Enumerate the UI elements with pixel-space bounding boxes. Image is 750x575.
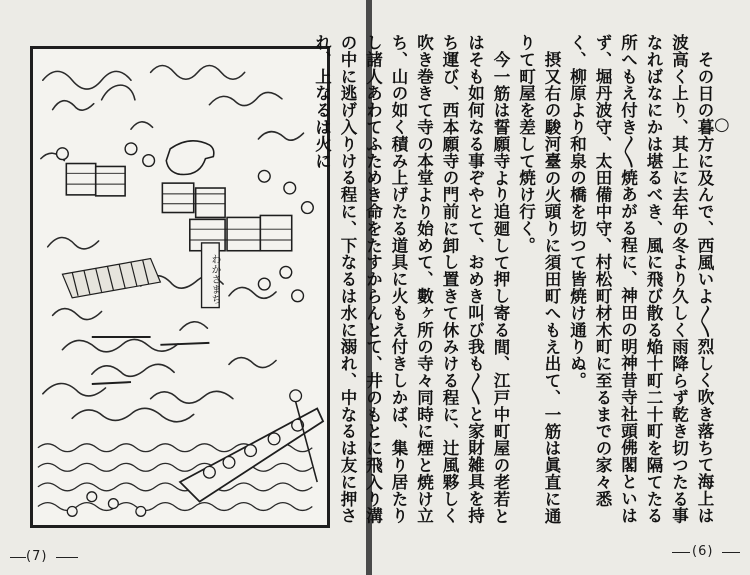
section-mark: ○ — [714, 114, 730, 135]
page-number-right: (6) — [692, 544, 714, 559]
folio-rule — [10, 557, 26, 558]
paragraph: 今一筋は誓願寺より追廻して押し寄る間、江戸中町屋の老若とはそも如何なる事ぞやとて、おめき叫び我も〳〵と家財雑具を持ち運び、西本願寺の門前に卸し置きて休みける程に、辻風夥しく吹き巻きて寺の本堂より始めて、數ヶ所の寺々同時に煙と焼け立ち、山の如く積み上げたる道具に火もえ付きしかば、集り居たりし諸人あわてふためき命をたすからんとて、井のもとに飛入り溝の中に逃げ入りける程に、下なるは水に溺れ、中なるは友に押され、上なるは火に — [312, 34, 510, 525]
illustration-cartouche: わかさまち — [209, 254, 220, 304]
paragraph: 摂又右の駿河臺の火頭りに須田町へもえ出て、一筋は眞直に通りて町屋を差して焼け行く。 — [516, 34, 561, 524]
folio-rule — [672, 552, 690, 553]
woodblock-illustration — [30, 46, 330, 528]
paragraph: その日の暮方に及んで、西風いよ〳〵烈しく吹き落ちて海上は波高く上り、其上に去年の冬より久しく雨降らず乾き切つたる事なればなにかは堪るべき、風に飛び散る焔十町二十町を隔てたる所へもえ付き〳〵焼あがる程に、神田の明神昔寺社頭佛閣といはず、堀丹波守、太田備中守、村松町材木町に至るまでの家々悉く、柳原より和泉の橋を切つて皆焼け通りぬ。 — [567, 34, 714, 525]
folio-rule — [56, 557, 78, 558]
page-number-left: (7) — [26, 549, 48, 564]
folio-rule — [722, 552, 740, 553]
vertical-body-text — [312, 34, 717, 539]
fire-scene-woodblock-icon — [33, 49, 327, 525]
